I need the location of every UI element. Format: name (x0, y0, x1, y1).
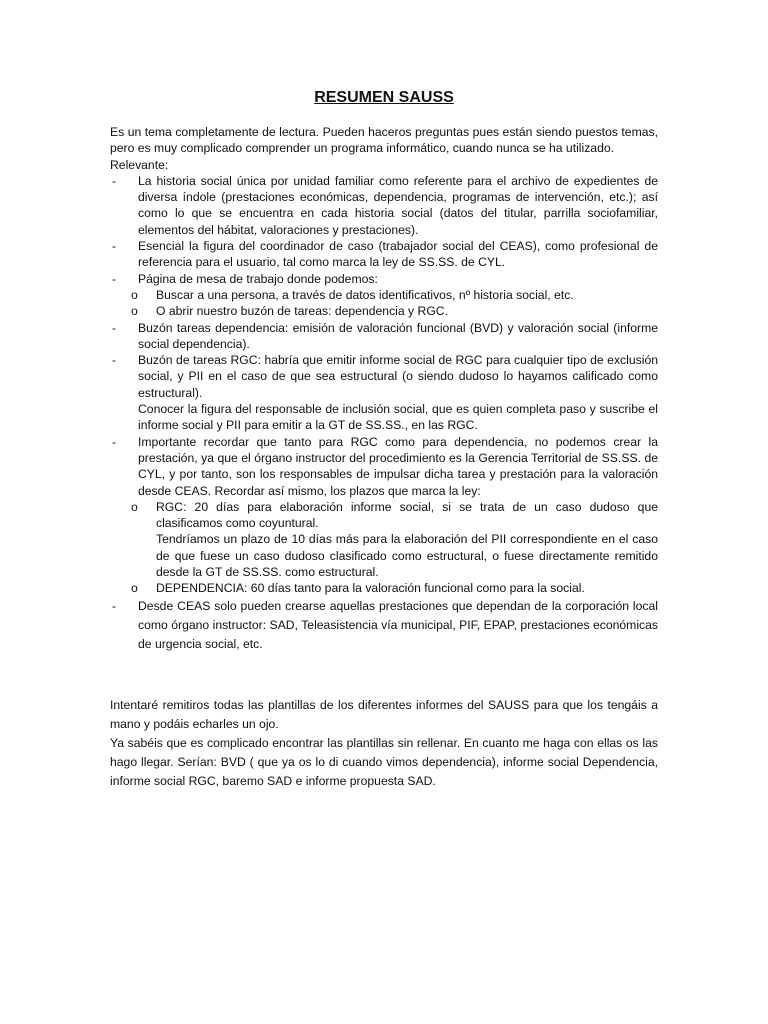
section-gap (110, 654, 658, 696)
document-page (110, 88, 658, 791)
list-item-text: Conocer la figura del responsable de inclusión social, que es quien completa paso y suscribe el informe social y PII para emitir a la GT de SS.SS., en las RGC. (138, 402, 658, 433)
sub-list-item-text: Tendríamos un plazo de 10 días más para la elaboración del PII correspondiente en el caso de que fuese un caso dudoso clasificado como estructural, o fuese directamente remitido desde la GT de SS.SS. como estructural. (156, 532, 658, 580)
list-item-text: Buzón tareas dependencia: emisión de valoración funcional (BVD) y valoración social (informe social dependencia). (138, 320, 658, 351)
dash-bullet: - (112, 271, 117, 286)
list-item (110, 271, 658, 287)
sub-list-item (110, 303, 658, 319)
sub-list-item (110, 287, 658, 303)
dash-bullet: - (112, 320, 117, 335)
dash-bullet: - (112, 173, 117, 188)
closing-paragraph: Intentaré remitiros todas las plantillas de los diferentes informes del SAUSS para que los tengáis a mano y podáis echarles un ojo. (110, 697, 658, 731)
list-item-text: Buzón de tareas RGC: habría que emitir informe social de RGC para cualquier tipo de exclusión social, y PII en el caso de que sea estructural (o siendo dudoso lo hayamos calificado como estructural). (138, 353, 658, 400)
circle-bullet: o (131, 304, 138, 319)
list-item-text: La historia social única por unidad familiar como referente para el archivo de expedientes de diversa índole (prestaciones económicas, dependencia, programas de intervención, etc.); así como lo que se encuentra en cada historia social (datos del titular, parrilla sociofamiliar, elementos del hábitat, valoraciones y prestaciones). (138, 173, 658, 237)
list-item (110, 320, 658, 353)
sub-list-item (110, 580, 658, 596)
list-item-text: Esencial la figura del coordinador de caso (trabajador social del CEAS), como profesional de referencia para el usuario, tal como marca la ley de SS.SS. de CYL. (138, 239, 658, 270)
circle-bullet: o (131, 287, 138, 302)
closing-paragraph: Ya sabéis que es complicado encontrar las plantillas sin rellenar. En cuanto me haga con ellas os las hago llegar. Serían: BVD ( que ya os lo di cuando vimos dependencia), informe social Dependencia, informe social RGC, baremo SAD e informe propuesta SAD. (110, 735, 658, 788)
relevante-label: Relevante: (110, 157, 169, 172)
list-item (110, 173, 658, 238)
document-title: RESUMEN SAUSS (314, 89, 454, 106)
relevant-points-list (110, 173, 658, 654)
dash-bullet: - (112, 239, 117, 254)
dash-bullet: - (112, 434, 117, 449)
list-item (110, 434, 658, 499)
intro-paragraph: Es un tema completamente de lectura. Pueden haceros preguntas pues están siendo puestos temas, pero es muy complicado comprender un programa informático, cuando nunca se ha utilizado. (110, 125, 658, 156)
list-item (110, 597, 658, 654)
list-item-text: Desde CEAS solo pueden crearse aquellas prestaciones que dependan de la corporación local como órgano instructor: SAD, Teleasistencia vía municipal, PIF, EPAP, prestaciones económicas de urgencia social, etc. (138, 598, 658, 651)
sub-list-item-text: O abrir nuestro buzón de tareas: dependencia y RGC. (156, 304, 448, 319)
circle-bullet: o (131, 499, 138, 514)
circle-bullet: o (131, 581, 138, 596)
list-item (110, 238, 658, 271)
sub-list-item (110, 499, 658, 580)
sub-list-item-text: RGC: 20 días para elaboración informe social, si se trata de un caso dudoso que clasificamos como coyuntural. (156, 499, 658, 531)
dash-bullet: - (112, 598, 117, 613)
list-item-text: Página de mesa de trabajo donde podemos: (138, 271, 378, 286)
list-item (110, 352, 658, 433)
closing-section (110, 696, 658, 791)
sub-list-item-text: DEPENDENCIA: 60 días tanto para la valoración funcional como para la social. (156, 581, 585, 596)
sub-list-item-text: Buscar a una persona, a través de datos identificativos, nº historia social, etc. (156, 287, 574, 302)
dash-bullet: - (112, 353, 117, 368)
list-item-text: Importante recordar que tanto para RGC como para dependencia, no podemos crear la prestación, ya que el órgano instructor del procedimiento es la Gerencia Territorial de SS.SS. de CYL, y por tanto, son los responsables de impulsar dicha tarea y prestación para la valoración desde CEAS. Recordar así mismo, los plazos que marca la ley: (138, 434, 658, 498)
